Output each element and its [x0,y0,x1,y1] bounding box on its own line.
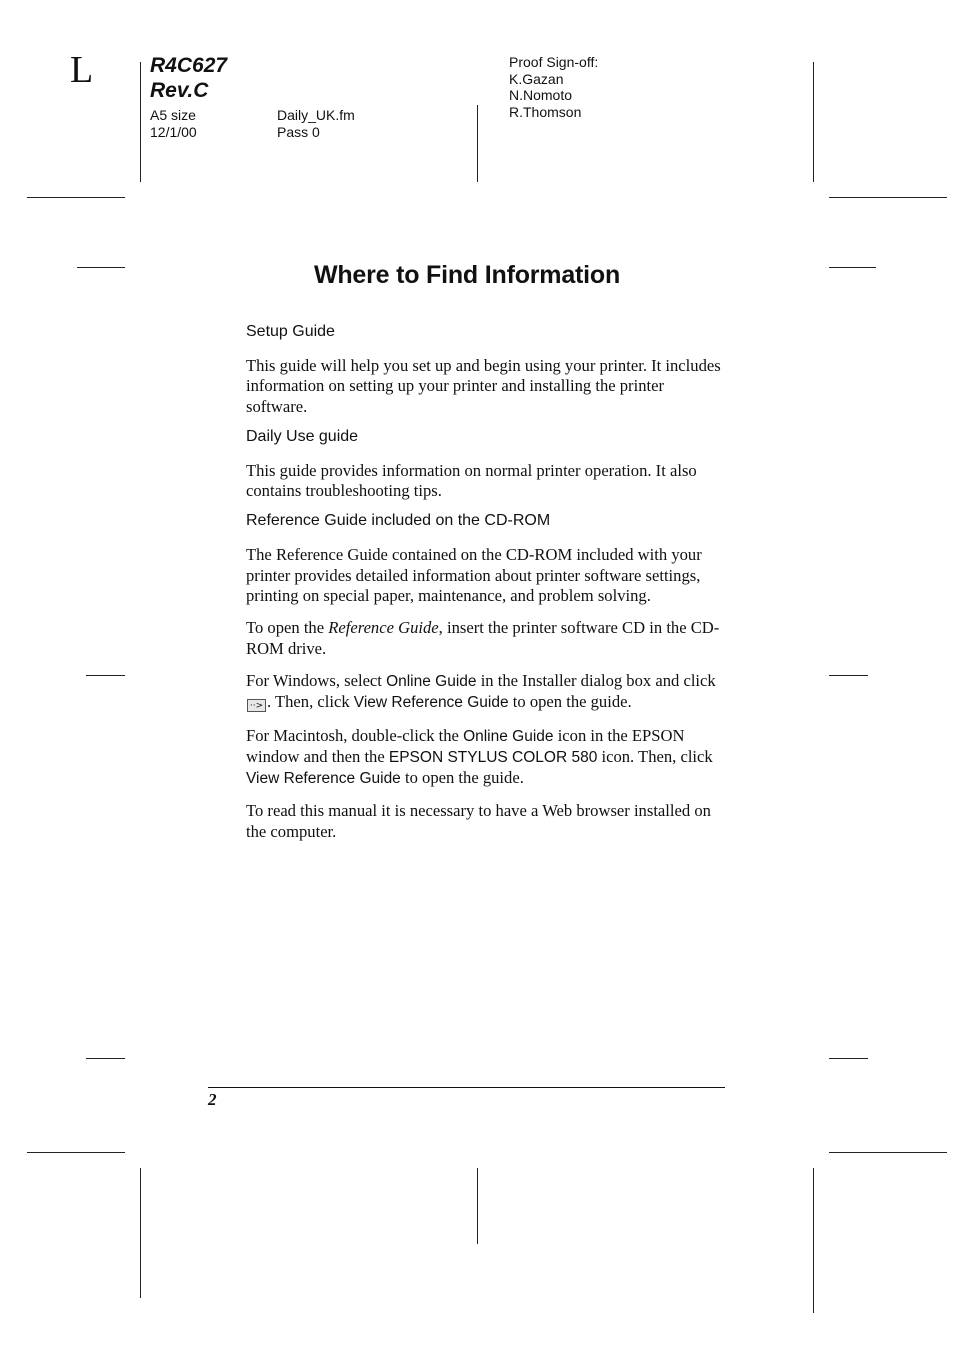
size-date-block [150,107,197,140]
text-run: For Windows, select [246,670,387,690]
main-content [246,322,726,852]
ui-label-online-guide: Online Guide [386,672,477,690]
crop-mark [86,675,125,676]
crop-mark [77,267,125,268]
text-run: To open the [246,618,329,638]
ui-label-view-reference-guide: View Reference Guide [246,770,401,788]
text-run: For Macintosh, double-click the [246,725,464,745]
text-run: icon in the EPSON window and then the [246,725,685,766]
file-pass-block [277,107,355,140]
page-number: 2 [208,1090,217,1109]
crop-mark [813,1168,814,1313]
proof-title: Proof Sign-off: [509,54,599,70]
paper-size: A5 size [150,107,196,123]
ui-label-view-reference-guide: View Reference Guide [353,694,509,712]
open-guide-paragraph [246,618,726,659]
text-run: to open the guide. [508,692,632,712]
proof-signoff [509,54,598,121]
crop-mark [829,1058,868,1059]
crop-mark [27,1152,125,1153]
crop-mark [86,1058,125,1059]
browser-paragraph: To read this manual it is necessary to have a Web browser installed on the computer. [246,801,711,841]
section-heading-setup: Setup Guide [246,323,335,340]
model-name: R4C627 [150,54,228,77]
crop-mark [140,1168,141,1298]
crop-mark [477,1168,478,1244]
crop-mark [829,267,876,268]
setup-paragraph: This guide will help you set up and begin using your printer. It includes information on setting up your printer and installing the printer software. [246,356,721,416]
reference-paragraph: The Reference Guide contained on the CD-ROM included with your printer provides detailed information about printer software settings, printing on special paper, maintenance, and problem solving. [246,545,702,606]
footer-rule [208,1087,725,1088]
daily-paragraph: This guide provides information on normal printer operation. It also contains troubleshooting tips. [246,460,697,501]
crop-mark [829,675,868,676]
text-run: , insert the printer software CD in the CD-ROM drive. [246,618,720,658]
proof-name: N.Nomoto [509,87,573,104]
proof-name: K.Gazan [509,70,564,87]
section-heading-reference: Reference Guide included on the CD-ROM [246,512,551,530]
file-name: Daily_UK.fm [277,107,355,123]
doc-date: 12/1/00 [150,123,197,140]
arrow-button-icon: ··> [247,699,266,712]
text-run: in the Installer dialog box and click [476,670,716,690]
reference-guide-title: Reference Guide [328,618,439,638]
proof-name: R.Thomson [509,104,582,121]
ui-label-online-guide: Online Guide [463,727,554,745]
macintosh-paragraph [246,726,726,790]
section-heading-daily: Daily Use guide [246,427,359,445]
text-run: to open the guide. [400,768,524,788]
ui-label-epson-stylus: EPSON STYLUS COLOR 580 [388,748,598,766]
crop-mark [140,62,141,182]
text-run: . Then, click [267,692,354,712]
crop-mark [829,1152,947,1153]
page-title: Where to Find Information [313,261,621,289]
text-run: icon. Then, click [597,746,713,766]
crop-mark [477,105,478,182]
corner-letter: L [70,49,94,91]
pass-number: Pass 0 [277,123,320,140]
model-block [150,53,227,103]
crop-mark [829,197,947,198]
windows-paragraph [246,671,726,714]
crop-mark [27,197,125,198]
crop-mark [813,62,814,182]
model-revision: Rev.C [150,79,209,102]
